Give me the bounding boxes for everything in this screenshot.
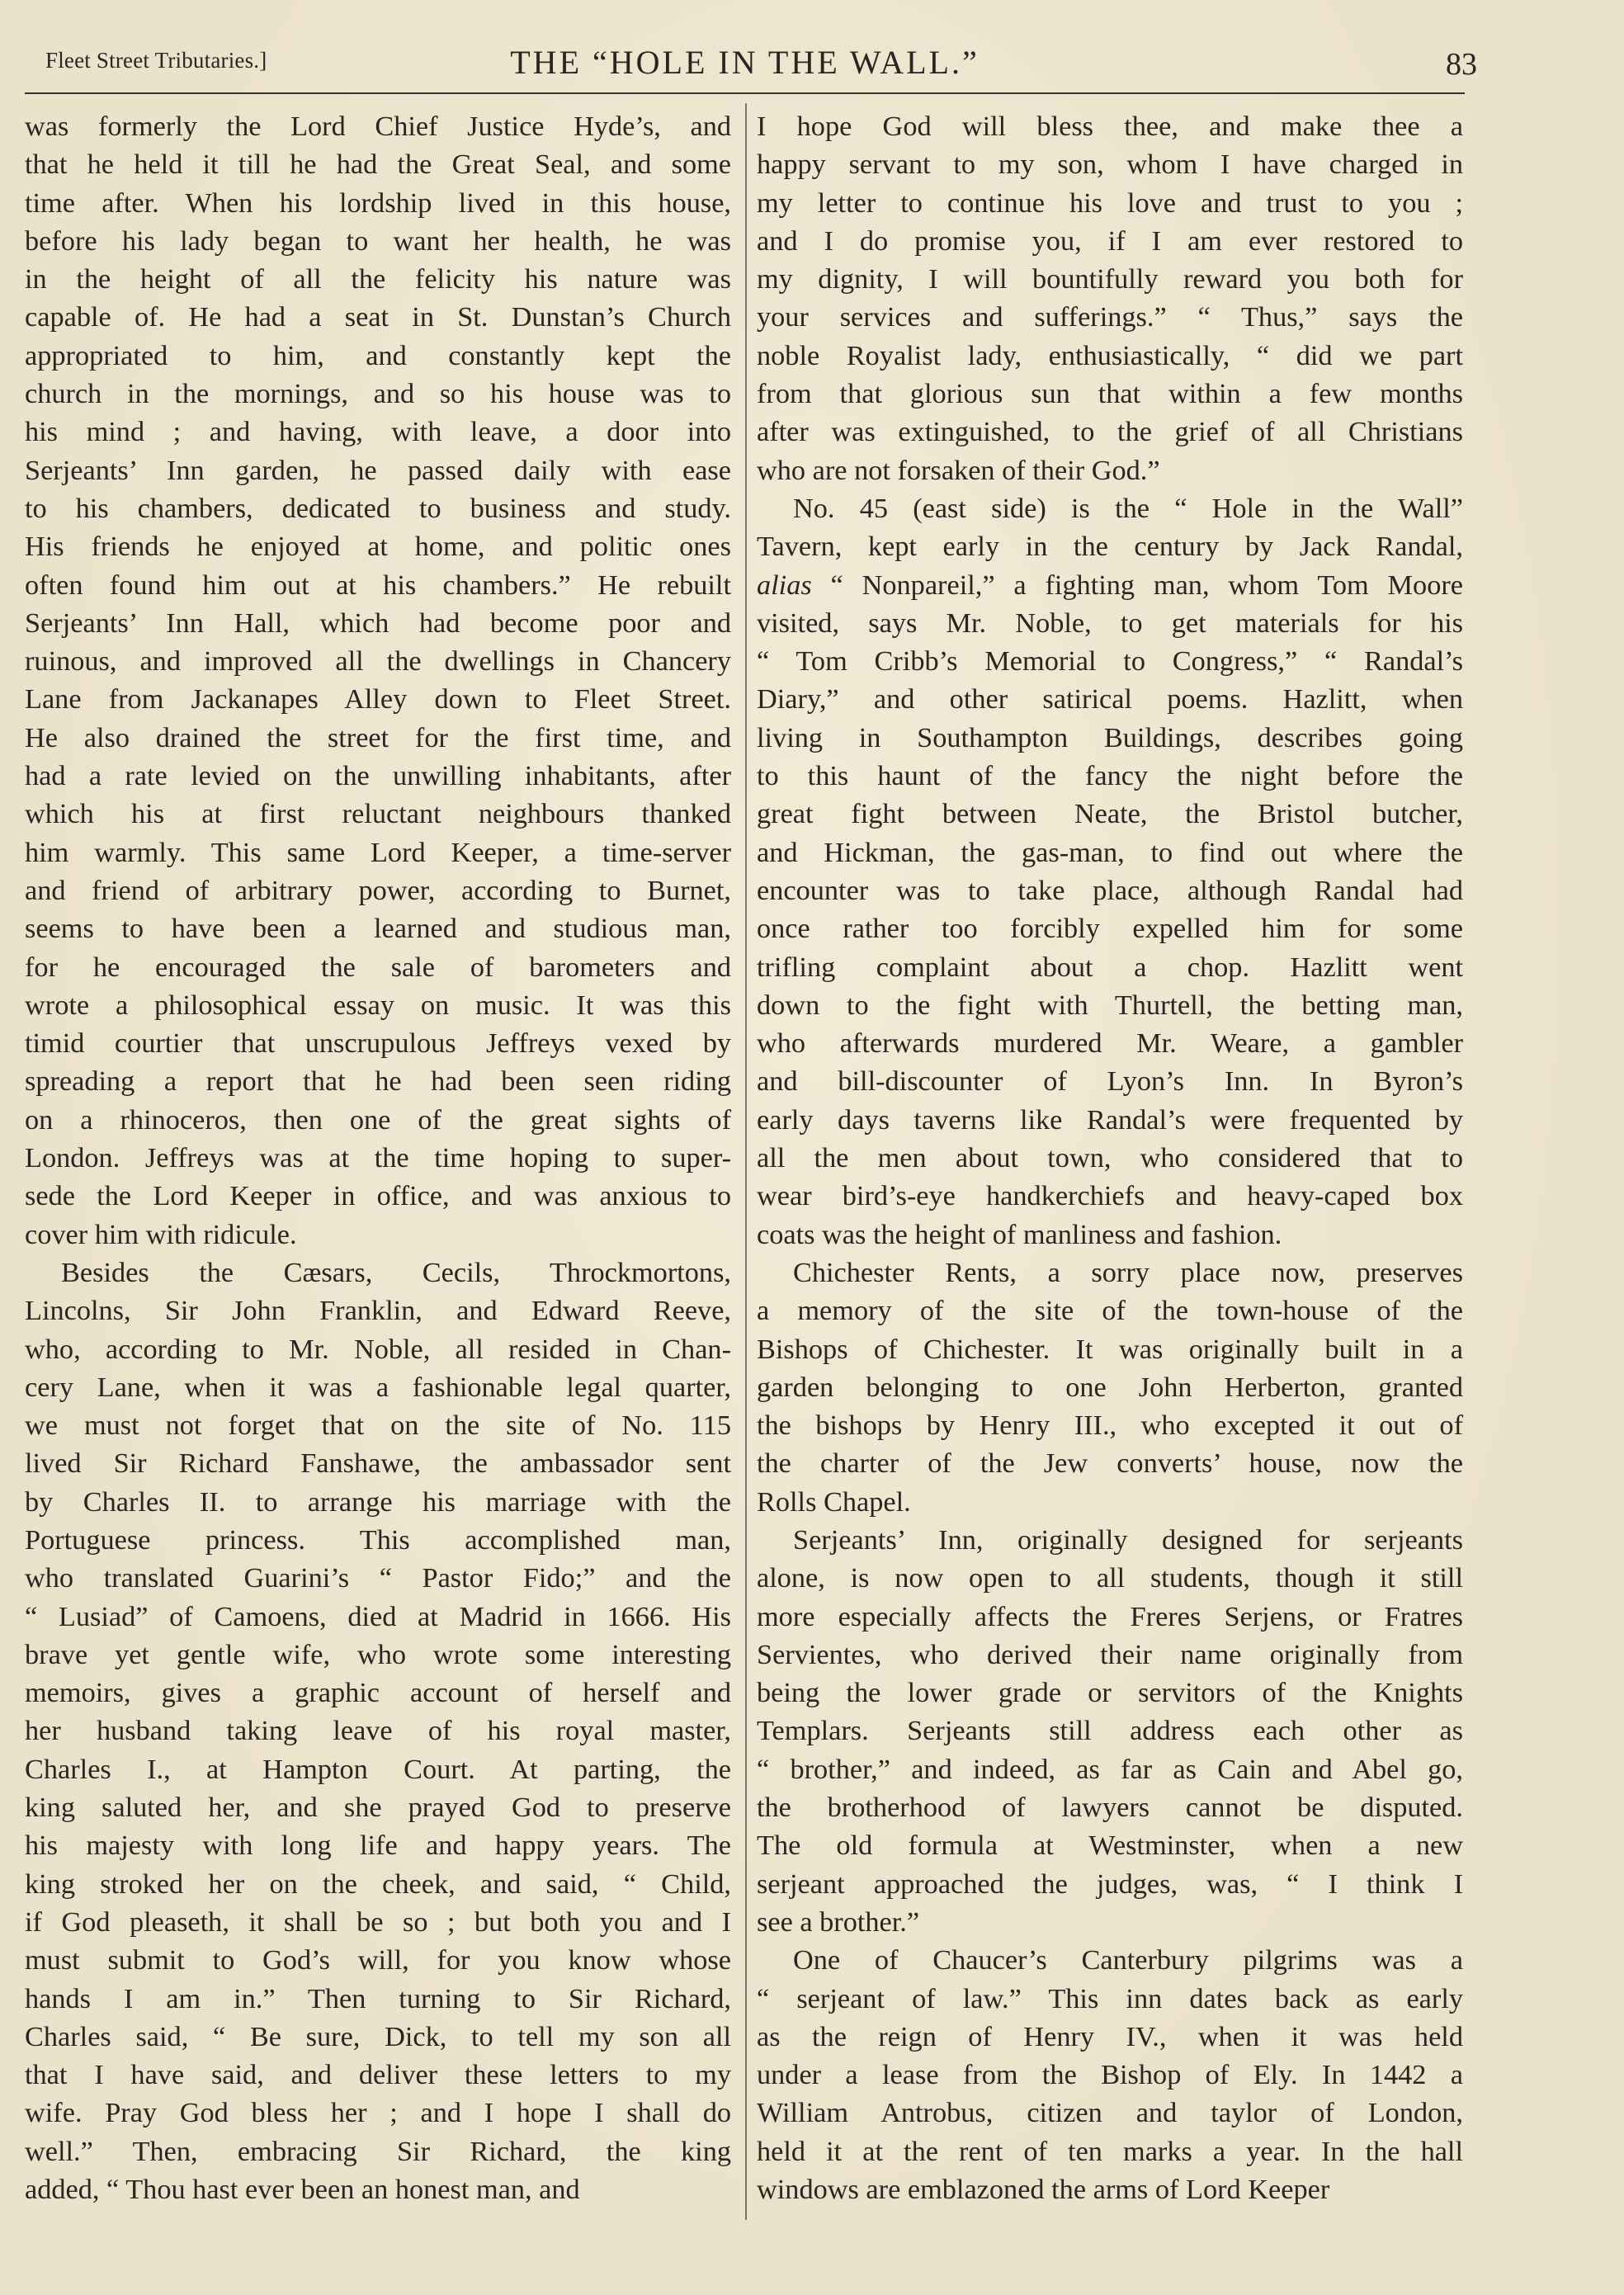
paragraph [757,1941,1463,2208]
paragraph [757,489,1463,1254]
text-line: which his at first reluctant neighbours thanked [25,798,731,830]
text-line: king stroked her on the cheek, and said, “ Child, [25,1868,731,1900]
text-line: appropriated to him, and constantly kept the [25,339,731,371]
text-line: the brotherhood of lawyers cannot be disputed. [757,1792,1463,1824]
text-line: who afterwards murdered Mr. Weare, a gambler [757,1027,1463,1060]
text-line: happy servant to my son, whom I have charged in [757,149,1463,181]
text-line: if God pleaseth, it shall be so ; but both you and I [25,1905,731,1938]
running-head [25,33,1477,91]
text-line: in the height of all the felicity his nature was [25,263,731,295]
text-line: windows are emblazoned the arms of Lord Keeper [757,2174,1330,2206]
text-line: often found him out at his chambers.” He rebuilt [25,569,731,601]
text-line: encounter was to take place, although Randal had [757,874,1463,906]
text-line: and Hickman, the gas-man, to find out where the [757,836,1463,868]
text-line: we must not forget that on the site of No. 115 [25,1410,731,1442]
text-line: Besides the Cæsars, Cecils, Throckmortons, [61,1256,731,1288]
section-label: Fleet Street Tributaries.] [45,48,267,73]
text-line: under a lease from the Bishop of Ely. In 1442 a [757,2059,1463,2091]
text-line: by Charles II. to arrange his marriage with the [25,1485,731,1518]
text-line: was formerly the Lord Chief Justice Hyde’s, and [25,111,731,142]
paragraph [25,1254,731,2208]
text-line: as the reign of Henry IV., when it was held [757,2020,1463,2052]
column-divider [745,103,747,2220]
text-line: well.” Then, embracing Sir Richard, the king [25,2135,731,2167]
text-line: “ Tom Cribb’s Memorial to Congress,” “ Randal’s [757,645,1463,678]
page-title: THE “HOLE IN THE WALL.” [510,44,980,81]
text-line: “ serjeant of law.” This inn dates back as early [757,1982,1463,2014]
text-line: after was extinguished, to the grief of all Christians [757,416,1463,448]
text-line: more especially affects the Freres Serjens, or Fratres [757,1600,1463,1632]
text-line: had a rate levied on the unwilling inhabitants, after [25,760,731,792]
text-line: once rather too forcibly expelled him for some [757,913,1463,945]
text-line: who, according to Mr. Noble, all resided in Chan- [25,1333,731,1365]
text-line: memoirs, gives a graphic account of herself and [25,1677,731,1709]
header-rule [25,92,1465,94]
text-line: spreading a report that he had been seen riding [25,1065,731,1098]
italic-word: alias [757,569,812,601]
text-line: hands I am in.” Then turning to Sir Richard, [25,1982,731,2014]
text-line: church in the mornings, and so his house was to [25,378,731,410]
text-line: your services and sufferings.” “ Thus,” says the [757,301,1463,333]
text-line: his majesty with long life and happy years. The [25,1830,731,1862]
text-line: trifling complaint about a chop. Hazlitt went [757,951,1463,983]
text-line: William Antrobus, citizen and taylor of London, [757,2097,1463,2129]
text-line: serjeant approached the judges, was, “ I think I [757,1868,1463,1900]
text-line: Servientes, who derived their name originally from [757,1638,1463,1670]
text-line: Templars. Serjeants still address each other as [757,1715,1463,1747]
text-line: on a rhinoceros, then one of the great sights of [25,1103,731,1136]
text-line: a memory of the site of the town-house of the [757,1295,1463,1327]
text-line: all the men about town, who considered that to [757,1142,1463,1174]
text-line: His friends he enjoyed at home, and politic ones [25,531,731,563]
text-line: noble Royalist lady, enthusiastically, “ did we part [757,339,1463,371]
text-line: Portuguese princess. This accomplished man, [25,1523,731,1556]
text-line: Diary,” and other satirical poems. Hazlitt, when [757,683,1463,715]
text-line: that I have said, and deliver these letters to my [25,2059,731,2091]
text-line: The old formula at Westminster, when a new [757,1830,1463,1862]
text-line: for he encouraged the sale of barometers and [25,951,731,983]
text-line: and bill-discounter of Lyon’s Inn. In Byron’s [757,1065,1463,1098]
text-line: added, “ Thou hast ever been an honest man, and [25,2174,580,2206]
text-line: who translated Guarini’s “ Pastor Fido;” and the [25,1562,731,1594]
text-line: cover him with ridicule. [25,1218,297,1250]
text-line: brave yet gentle wife, who wrote some interesting [25,1638,731,1670]
text-line: garden belonging to one John Herberton, granted [757,1371,1463,1403]
text-line: my letter to continue his love and trust to you ; [757,187,1463,219]
text-line: great fight between Neate, the Bristol butcher, [757,798,1463,830]
text-line: and friend of arbitrary power, according to Burnet, [25,874,731,906]
text-line: before his lady began to want her health, he was [25,224,731,257]
text-line: living in Southampton Buildings, describes going [757,721,1463,753]
text-line: One of Chaucer’s Canterbury pilgrims was a [793,1944,1463,1976]
text-line: wear bird’s-eye handkerchiefs and heavy-caped box [757,1180,1463,1212]
text-line: king saluted her, and she prayed God to preserve [25,1792,731,1824]
text-line: coats was the height of manliness and fashion. [757,1218,1282,1250]
text-line: Bishops of Chichester. It was originally built in a [757,1333,1463,1365]
text-line: lived Sir Richard Fanshawe, the ambassador sent [25,1447,731,1480]
text-line: early days taverns like Randal’s were frequented by [757,1103,1463,1136]
text-line: Serjeants’ Inn, originally designed for serjeants [793,1523,1463,1556]
text-line: Charles said, “ Be sure, Dick, to tell my son all [25,2020,731,2052]
text-line: to his chambers, dedicated to business and study. [25,492,731,524]
text-line: alias “ Nonpareil,” a fighting man, whom Tom Moore [757,569,1463,601]
right-column [757,107,1463,2208]
text-line: ruinous, and improved all the dwellings in Chancery [25,645,731,678]
text-line: alone, is now open to all students, though it still [757,1562,1463,1594]
text-line: that he held it till he had the Great Seal, and some [25,149,731,181]
page-number: 83 [1446,47,1477,82]
text-line: No. 45 (east side) is the “ Hole in the Wall” [793,492,1463,524]
text-line: wife. Pray God bless her ; and I hope I shall do [25,2097,731,2129]
text-line: visited, says Mr. Noble, to get materials for his [757,607,1463,639]
text-line: see a brother.” [757,1905,920,1938]
text-line: down to the fight with Thurtell, the betting man, [757,989,1463,1021]
text-line: Serjeants’ Inn Hall, which had become poor and [25,607,731,639]
left-column [25,107,731,2208]
text-line: “ brother,” and indeed, as far as Cain and Abel go, [757,1753,1463,1785]
text-line: Lincolns, Sir John Franklin, and Edward Reeve, [25,1295,731,1327]
text-line: must submit to God’s will, for you know whose [25,1944,731,1976]
paragraph [757,1521,1463,1941]
text-line: capable of. He had a seat in St. Dunstan’s Church [25,301,731,333]
text-line: “ Lusiad” of Camoens, died at Madrid in 1666. His [25,1600,731,1632]
text-line: Charles I., at Hampton Court. At parting, the [25,1753,731,1785]
text-line: Serjeants’ Inn garden, he passed daily with ease [25,454,731,486]
paragraph [757,1254,1463,1521]
text-line: Tavern, kept early in the century by Jack Randal, [757,531,1463,563]
text-line: his mind ; and having, with leave, a door into [25,416,731,448]
text-line: He also drained the street for the first time, and [25,721,731,753]
text-line: London. Jeffreys was at the time hoping to super- [25,1142,731,1174]
paragraph [25,107,731,1254]
paragraph [757,107,1463,489]
text-line: Rolls Chapel. [757,1485,911,1518]
text-line: time after. When his lordship lived in this house, [25,187,731,219]
text-line: the bishops by Henry III., who excepted it out of [757,1410,1463,1442]
text-line: seems to have been a learned and studious man, [25,913,731,945]
text-line: her husband taking leave of his royal master, [25,1715,731,1747]
text-line: him warmly. This same Lord Keeper, a time-server [25,836,731,868]
text-line: Lane from Jackanapes Alley down to Fleet Street. [25,683,731,715]
text-line: who are not forsaken of their God.” [757,454,1160,486]
text-line: from that glorious sun that within a few months [757,378,1463,410]
text-line: I hope God will bless thee, and make thee a [757,111,1463,142]
text-line: being the lower grade or servitors of the Knights [757,1677,1463,1709]
text-line: to this haunt of the fancy the night before the [757,760,1463,792]
text-line: sede the Lord Keeper in office, and was anxious to [25,1180,731,1212]
text-line: held it at the rent of ten marks a year. In the hall [757,2135,1463,2167]
text-line: Chichester Rents, a sorry place now, preserves [793,1256,1463,1288]
text-line: my dignity, I will bountifully reward you both for [757,263,1463,295]
text-line: timid courtier that unscrupulous Jeffreys vexed by [25,1027,731,1060]
text-line: the charter of the Jew converts’ house, now the [757,1447,1463,1480]
text-line: cery Lane, when it was a fashionable legal quarter, [25,1371,731,1403]
text-line: and I do promise you, if I am ever restored to [757,224,1463,257]
text-line: wrote a philosophical essay on music. It was this [25,989,731,1021]
